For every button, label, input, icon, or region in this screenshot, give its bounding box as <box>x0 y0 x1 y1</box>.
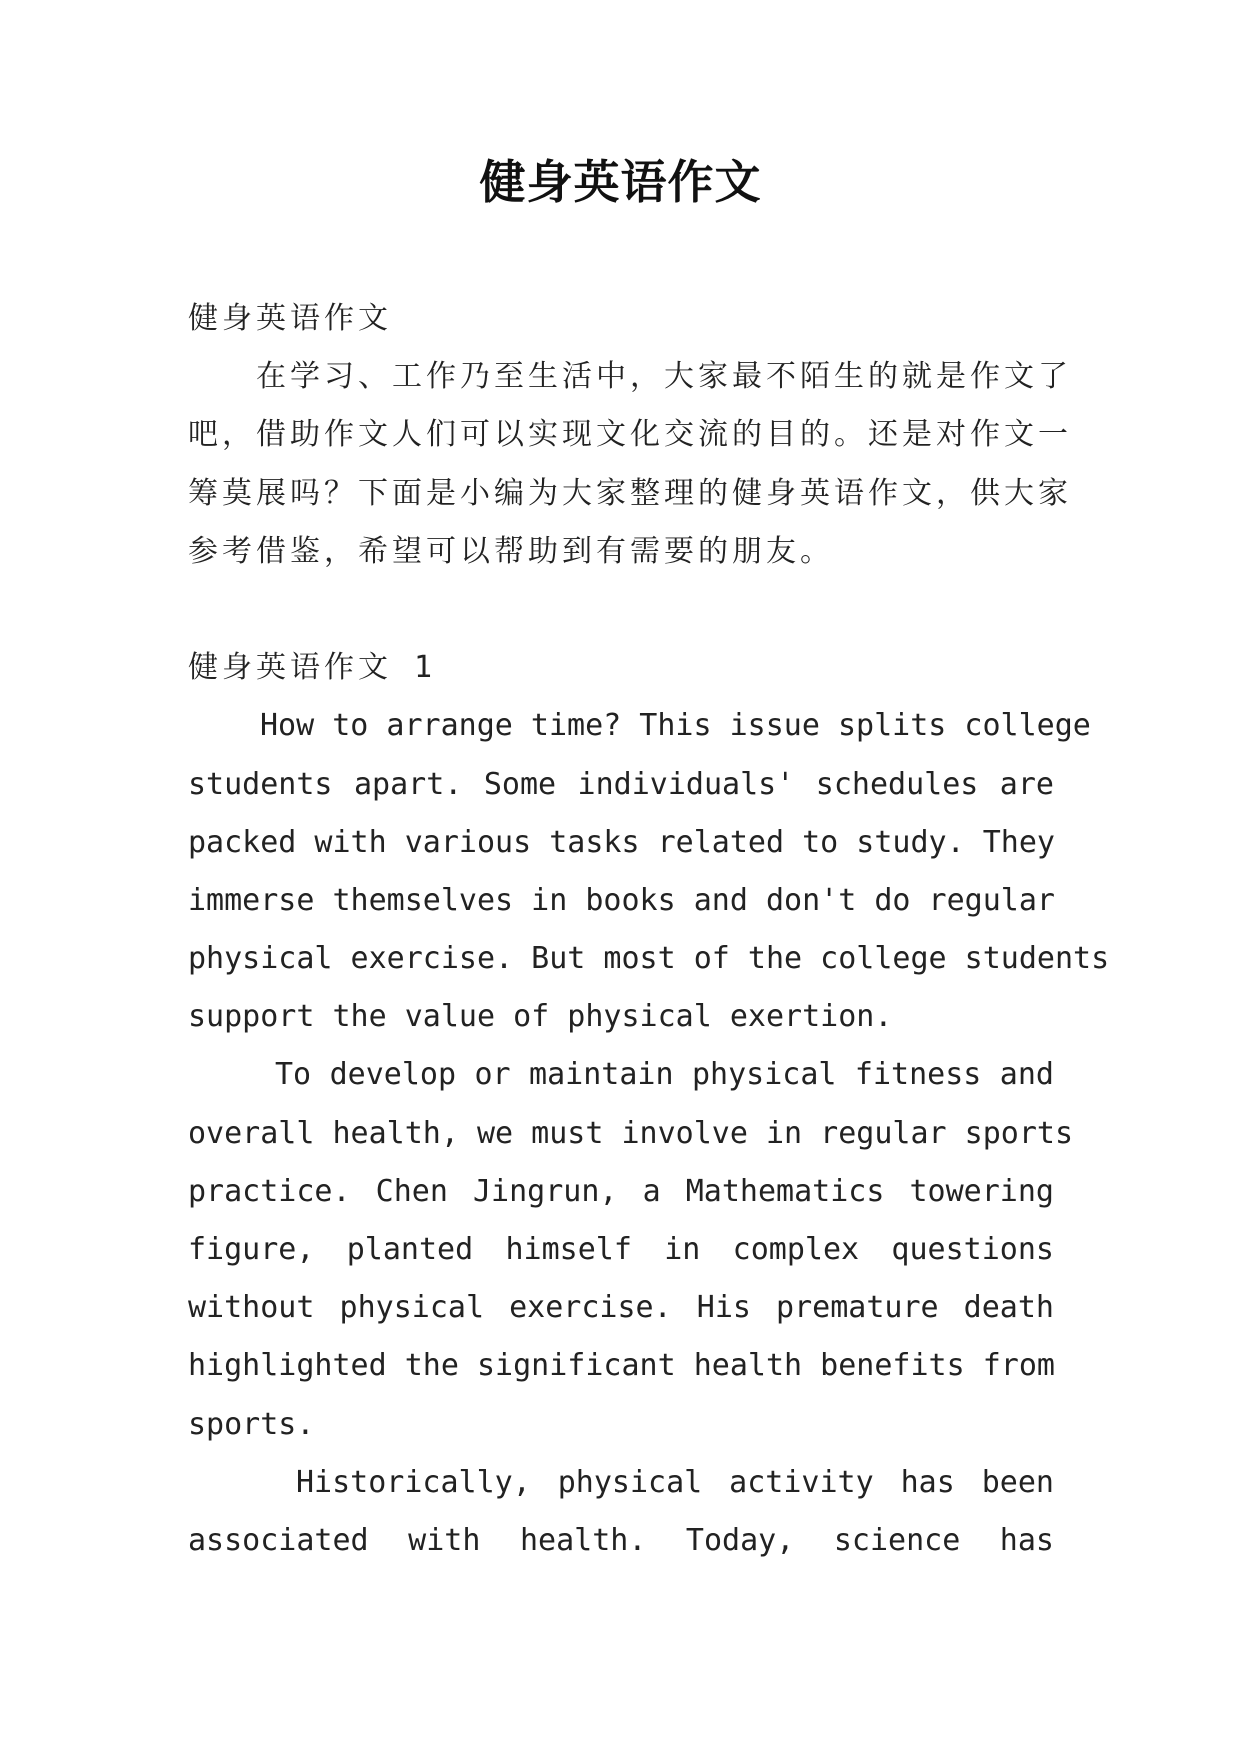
para2-line: To develop or maintain physical fitness and <box>275 1057 1054 1093</box>
para1-line: support the value of physical exertion. <box>188 999 893 1035</box>
para2-line: figure, planted himself in complex questions <box>188 1232 1054 1267</box>
paragraph-gap <box>188 581 1054 639</box>
intro-line: 参考借鉴，希望可以帮助到有需要的朋友。 <box>188 533 834 569</box>
intro-line: 在学习、工作乃至生活中，大家最不陌生的就是作文了 <box>256 359 1072 395</box>
para2-line: sports. <box>188 1406 315 1442</box>
document-body <box>188 290 1110 1570</box>
para1-line: physical exercise. But most of the college students <box>188 941 1110 977</box>
para1-line: How to arrange time? This issue splits college <box>260 708 1091 744</box>
intro-line: 筹莫展吗？下面是小编为大家整理的健身英语作文，供大家 <box>188 475 1072 511</box>
intro-line: 吧，借助作文人们可以实现文化交流的目的。还是对作文一 <box>188 417 1072 453</box>
para2-line: practice. Chen Jingrun, a Mathematics towering <box>188 1173 1054 1209</box>
para2-line: overall health, we must involve in regular sports <box>188 1115 1074 1151</box>
document-title: 健身英语作文 <box>479 155 762 209</box>
para2-line: highlighted the significant health benefits from <box>188 1348 1055 1384</box>
subtitle: 健身英语作文 <box>188 301 392 336</box>
para3-line: associated with health. Today, science has <box>188 1522 1054 1558</box>
section-heading: 健身英语作文 1 <box>188 650 437 686</box>
para1-line: students apart. Some individuals' schedules are <box>188 766 1054 802</box>
para2-line: without physical exercise. His premature death <box>188 1290 1054 1326</box>
para3-line: Historically, physical activity has been <box>296 1464 1054 1500</box>
para1-line: immerse themselves in books and don't do regular <box>188 882 1055 918</box>
para1-line: packed with various tasks related to study. They <box>188 824 1055 860</box>
